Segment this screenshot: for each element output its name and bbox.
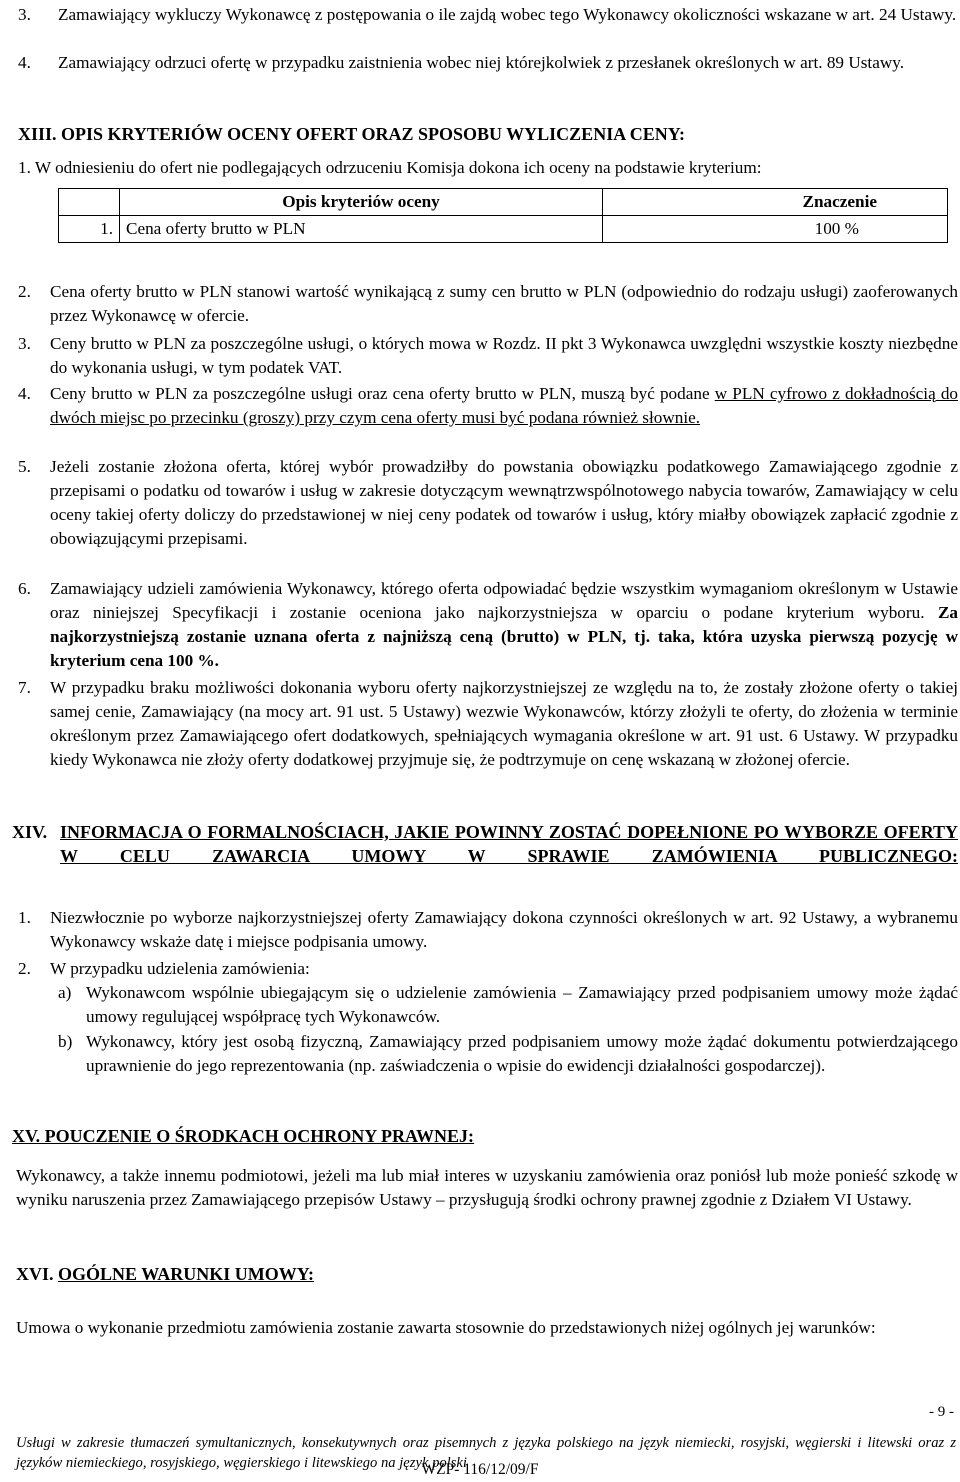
table-cell: 100 % <box>603 216 948 243</box>
item-number: 2. <box>18 959 31 978</box>
paragraph: Wykonawcom wspólnie ubiegającym się o udzielenie zamówienia – Zamawiający przed podpisaniem umowy może żądać umowy regulującej współpracę tych Wykonawców. <box>86 983 958 1026</box>
paragraph-text: Cena oferty brutto w PLN stanowi wartość wynikającą z sumy cen brutto w PLN (odpowiednio do rodzaju usługi) zaoferowanych przez Wykonawcę w ofercie. <box>50 282 958 325</box>
paragraph: Ceny brutto w PLN za poszczególne usługi, o których mowa w Rozdz. II pkt 3 Wykonawca uwzględni wszystkie koszty niezbędne do wykonania usługi, w tym podatek VAT. <box>50 334 958 377</box>
table-header: Opis kryteriów oceny <box>120 189 603 216</box>
criteria-table <box>58 188 948 243</box>
section-title: OGÓLNE WARUNKI UMOWY: <box>58 1264 315 1284</box>
item-number: 3. <box>18 334 31 353</box>
item-number: 5. <box>18 457 31 476</box>
paragraph <box>50 382 958 430</box>
section-title: XIII. OPIS KRYTERIÓW OCENY OFERT ORAZ SPOSOBU WYLICZENIA CENY: <box>18 124 686 144</box>
table-header: Znaczenie <box>603 189 948 216</box>
paragraph: Wykonawcy, a także innemu podmiotowi, jeżeli ma lub miał interes w uzyskaniu zamówienia oraz poniósł lub może ponieść szkodę w wyniku naruszenia przez Zamawiającego przepisów Ustawy – przysługują środki ochrony prawnej zgodnie z Działem VI Ustawy. <box>16 1166 958 1209</box>
item-letter: a) <box>58 983 72 1002</box>
section-title-text: INFORMACJA O FORMALNOŚCIACH, JAKIE POWINNY ZOSTAĆ DOPEŁNIONE PO WYBORZE OFERTY W CELU ZAWARCIA UMOWY W SPRAWIE ZAMÓWIENIA PUBLICZNEGO: <box>60 822 958 866</box>
section-title: XV. POUCZENIE O ŚRODKACH OCHRONY PRAWNEJ: <box>12 1126 475 1146</box>
item-number: 4. <box>18 384 31 403</box>
bold-text: Za najkorzystniejszą zostanie uznana oferta z najniższą ceną (brutto) w PLN, tj. taka, która uzyska pierwszą pozycję w kryterium cena 100 %. <box>50 603 958 670</box>
paragraph: Umowa o wykonanie przedmiotu zamówienia zostanie zawarta stosownie do przedstawionych niżej ogólnych jej warunków: <box>16 1318 876 1337</box>
paragraph: W przypadku braku możliwości dokonania wyboru oferty najkorzystniejszej ze względu na to, że zostały złożone oferty o takiej samej cenie, Zamawiający (na mocy art. 91 ust. 5 Ustawy) wezwie Wykonawców, którzy złożyli te oferty, do złożenia w terminie określonym przez Zamawiającego ofert dodatkowych, spełniających wymagania określone w art. 91 ust. 6 Ustawy. W przypadku kiedy Wykonawca nie złoży oferty dodatkowej przyjmuje się, że podtrzymuje on cenę wskazaną w złożonej ofercie. <box>50 678 958 769</box>
table-header-row <box>59 189 948 216</box>
item-number: 3. <box>18 5 31 24</box>
item-number: 1. <box>18 908 31 927</box>
item-text: Zamawiający odrzuci ofertę w przypadku zaistnienia wobec niej którejkolwiek z przesłanek określonych w art. 89 Ustawy. <box>58 53 905 72</box>
section-heading <box>18 122 685 146</box>
paragraph <box>50 577 958 673</box>
paragraph: 1. W odniesieniu do ofert nie podlegających odrzuceniu Komisja dokona ich oceny na podstawie kryterium: <box>18 158 762 177</box>
paragraph: W przypadku udzielenia zamówienia: <box>50 959 310 978</box>
paragraph-text: Ceny brutto w PLN za poszczególne usługi oraz cena oferty brutto w PLN, muszą być podane <box>50 384 715 403</box>
paragraph <box>50 280 958 328</box>
section-number: XIV. <box>12 822 48 842</box>
table-cell: Cena oferty brutto w PLN <box>120 216 603 243</box>
table-cell: 1. <box>59 216 120 243</box>
paragraph: Jeżeli zostanie złożona oferta, której wybór prowadziłby do powstania obowiązku podatkowego Zamawiającego zgodnie z przepisami o podatku od towarów i usług w zakresie dotyczącym wewnątrzwspólnotowego nabycia towarów, Zamawiający w celu oceny takiej oferty doliczy do przedstawionej w niej ceny podatek od towarów i usług, który miałby obowiązek zapłacić zgodnie z obowiązującymi przepisami. <box>50 457 958 548</box>
item-number: 6. <box>18 579 31 598</box>
paragraph: Niezwłocznie po wyborze najkorzystniejszej oferty Zamawiający dokona czynności określonych w art. 92 Ustawy, a wybranemu Wykonawcy wskaże datę i miejsce podpisania umowy. <box>50 908 958 951</box>
paragraph: Wykonawcy, który jest osobą fizyczną, Zamawiający przed podpisaniem umowy może żądać dokumentu potwierdzającego uprawnienie do jego reprezentowania (np. zaświadczenia o wpisie do ewidencji działalności gospodarczej). <box>86 1032 958 1075</box>
item-letter: b) <box>58 1032 73 1051</box>
section-number: XVI. <box>16 1264 54 1284</box>
table-row <box>59 216 948 243</box>
paragraph-text: Zamawiający udzieli zamówienia Wykonawcy, którego oferta odpowiadać będzie wszystkim wymaganiom określonym w Ustawie oraz niniejszej Specyfikacji i zostanie oceniona jako najkorzystniejsza w oparciu o podane kryterium wyboru. <box>50 579 958 622</box>
table-header <box>59 189 120 216</box>
item-text: Zamawiający wykluczy Wykonawcę z postępowania o ile zajdą wobec tego Wykonawcy okoliczności wskazane w art. 24 Ustawy. <box>58 5 957 24</box>
section-heading <box>16 1262 314 1286</box>
item-number: 2. <box>18 282 31 301</box>
item-number: 7. <box>18 678 31 697</box>
underlined-text: w PLN cyfrowo z dokładnością do dwóch miejsc po przecinku (groszy) przy czym cena oferty musi być podana również słownie. <box>50 384 959 427</box>
section-title <box>60 820 958 868</box>
page-number: - 9 - <box>929 1404 954 1420</box>
document-code: WZP- 116/12/09/F <box>421 1461 539 1478</box>
item-number: 4. <box>18 53 31 72</box>
footer-text: Usługi w zakresie tłumaczeń symultanicznych, konsekutywnych oraz pisemnych z języka polskiego na język niemiecki, rosyjski, węgierski i litewski oraz z języków niemieckiego, rosyjskiego, węgierskiego i litewskiego na język polski <box>16 1434 956 1471</box>
